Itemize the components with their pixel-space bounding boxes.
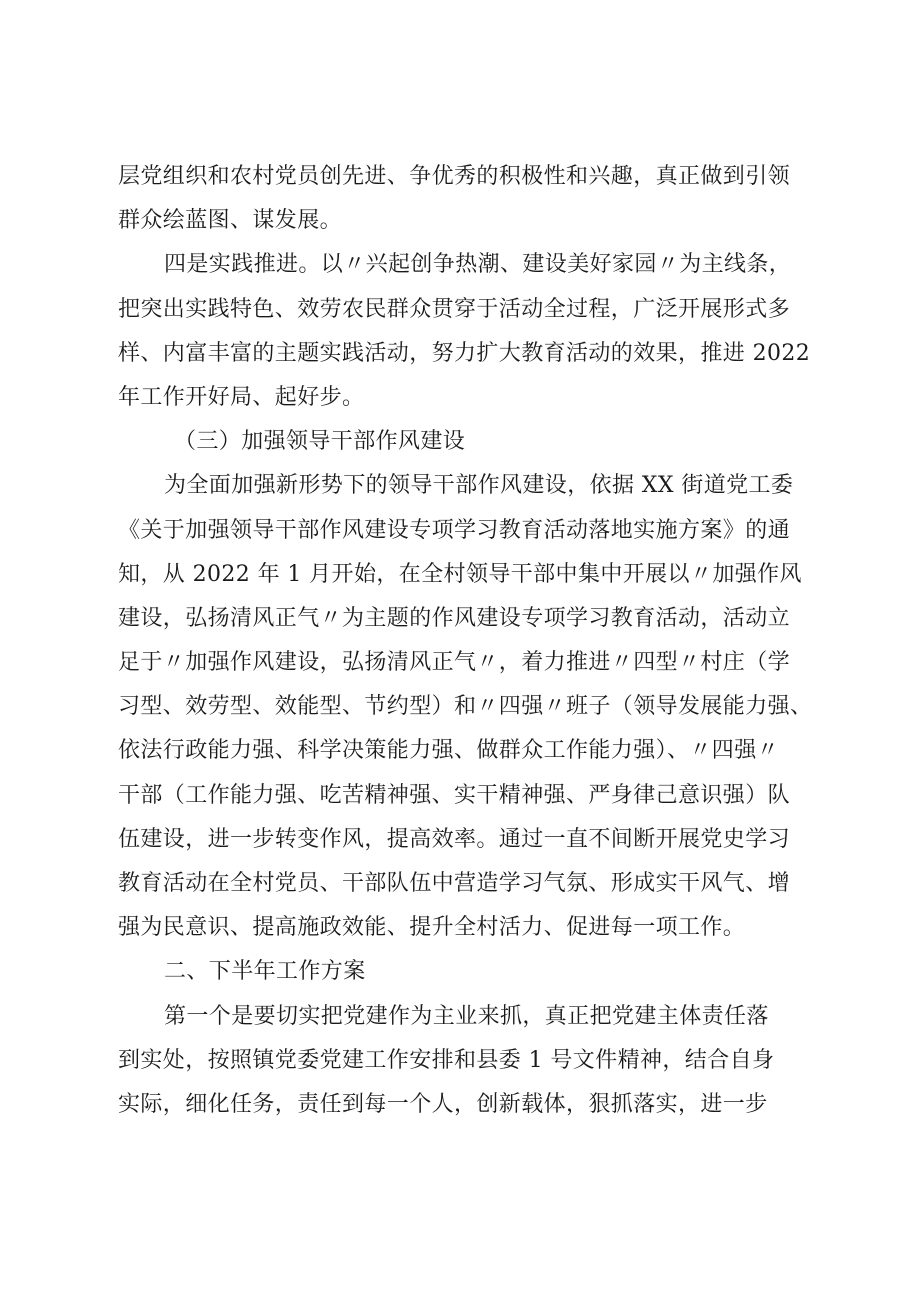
paragraph-line: 实际，细化任务，责任到每一个人，创新载体，狠抓落实，进一步 bbox=[118, 1091, 768, 1117]
section-heading: 二、下半年工作方案 bbox=[164, 959, 366, 985]
paragraph-line: 年工作开好局、起好步。 bbox=[118, 384, 365, 410]
paragraph-line: 建设，弘扬清风正气〃为主题的作风建设专项学习教育活动，活动立 bbox=[118, 605, 791, 631]
paragraph-line: 把突出实践特色、效劳农民群众贯穿于活动全过程，广泛开展形式多 bbox=[118, 296, 791, 322]
paragraph-line: 群众绘蓝图、谋发展。 bbox=[118, 208, 343, 234]
paragraph-line: 层党组织和农村党员创先进、争优秀的积极性和兴趣，真正做到引领 bbox=[118, 164, 791, 189]
paragraph-line: 第一个是要切实把党建作为主业来抓，真正把党建主体责任落 bbox=[164, 1003, 769, 1029]
paragraph-line: 为全面加强新形势下的领导干部作风建设，依据 XX 街道党工委 bbox=[164, 473, 794, 499]
paragraph-line: 依法行政能力强、科学决策能力强、做群众工作能力强）、〃四强〃 bbox=[118, 738, 780, 764]
paragraph-line: 样、内富丰富的主题实践活动，努力扩大教育活动的效果，推进 2022 bbox=[118, 340, 811, 366]
paragraph-line: 足于〃加强作风建设，弘扬清风正气〃，着力推进〃四型〃村庄（学 bbox=[118, 650, 791, 676]
paragraph-line: 干部（工作能力强、吃苦精神强、实干精神强、严身律己意识强）队 bbox=[118, 782, 791, 808]
paragraph-line: 强为民意识、提高施政效能、提升全村活力、促进每一项工作。 bbox=[118, 915, 746, 941]
paragraph-line: 伍建设，进一步转变作风，提高效率。通过一直不间断开展党史学习 bbox=[118, 826, 791, 852]
paragraph-line: 知，从 2022 年 1 月开始，在全村领导干部中集中开展以〃加强作风 bbox=[118, 561, 802, 587]
paragraph-line: 教育活动在全村党员、干部队伍中营造学习气氛、形成实干风气、增 bbox=[118, 871, 791, 896]
section-heading: （三）加强领导干部作风建设 bbox=[174, 429, 466, 455]
paragraph-line: 习型、效劳型、效能型、节约型）和〃四强〃班子（领导发展能力强、 bbox=[118, 694, 813, 720]
paragraph-line: 到实处，按照镇党委党建工作安排和县委 1 号文件精神，结合自身 bbox=[118, 1047, 775, 1073]
paragraph-line: 《关于加强领导干部作风建设专项学习教育活动落地实施方案》的通 bbox=[118, 517, 791, 543]
document-body bbox=[118, 155, 818, 1127]
paragraph-line: 四是实践推进。以〃兴起创争热潮、建设美好家园〃为主线条， bbox=[164, 252, 792, 278]
